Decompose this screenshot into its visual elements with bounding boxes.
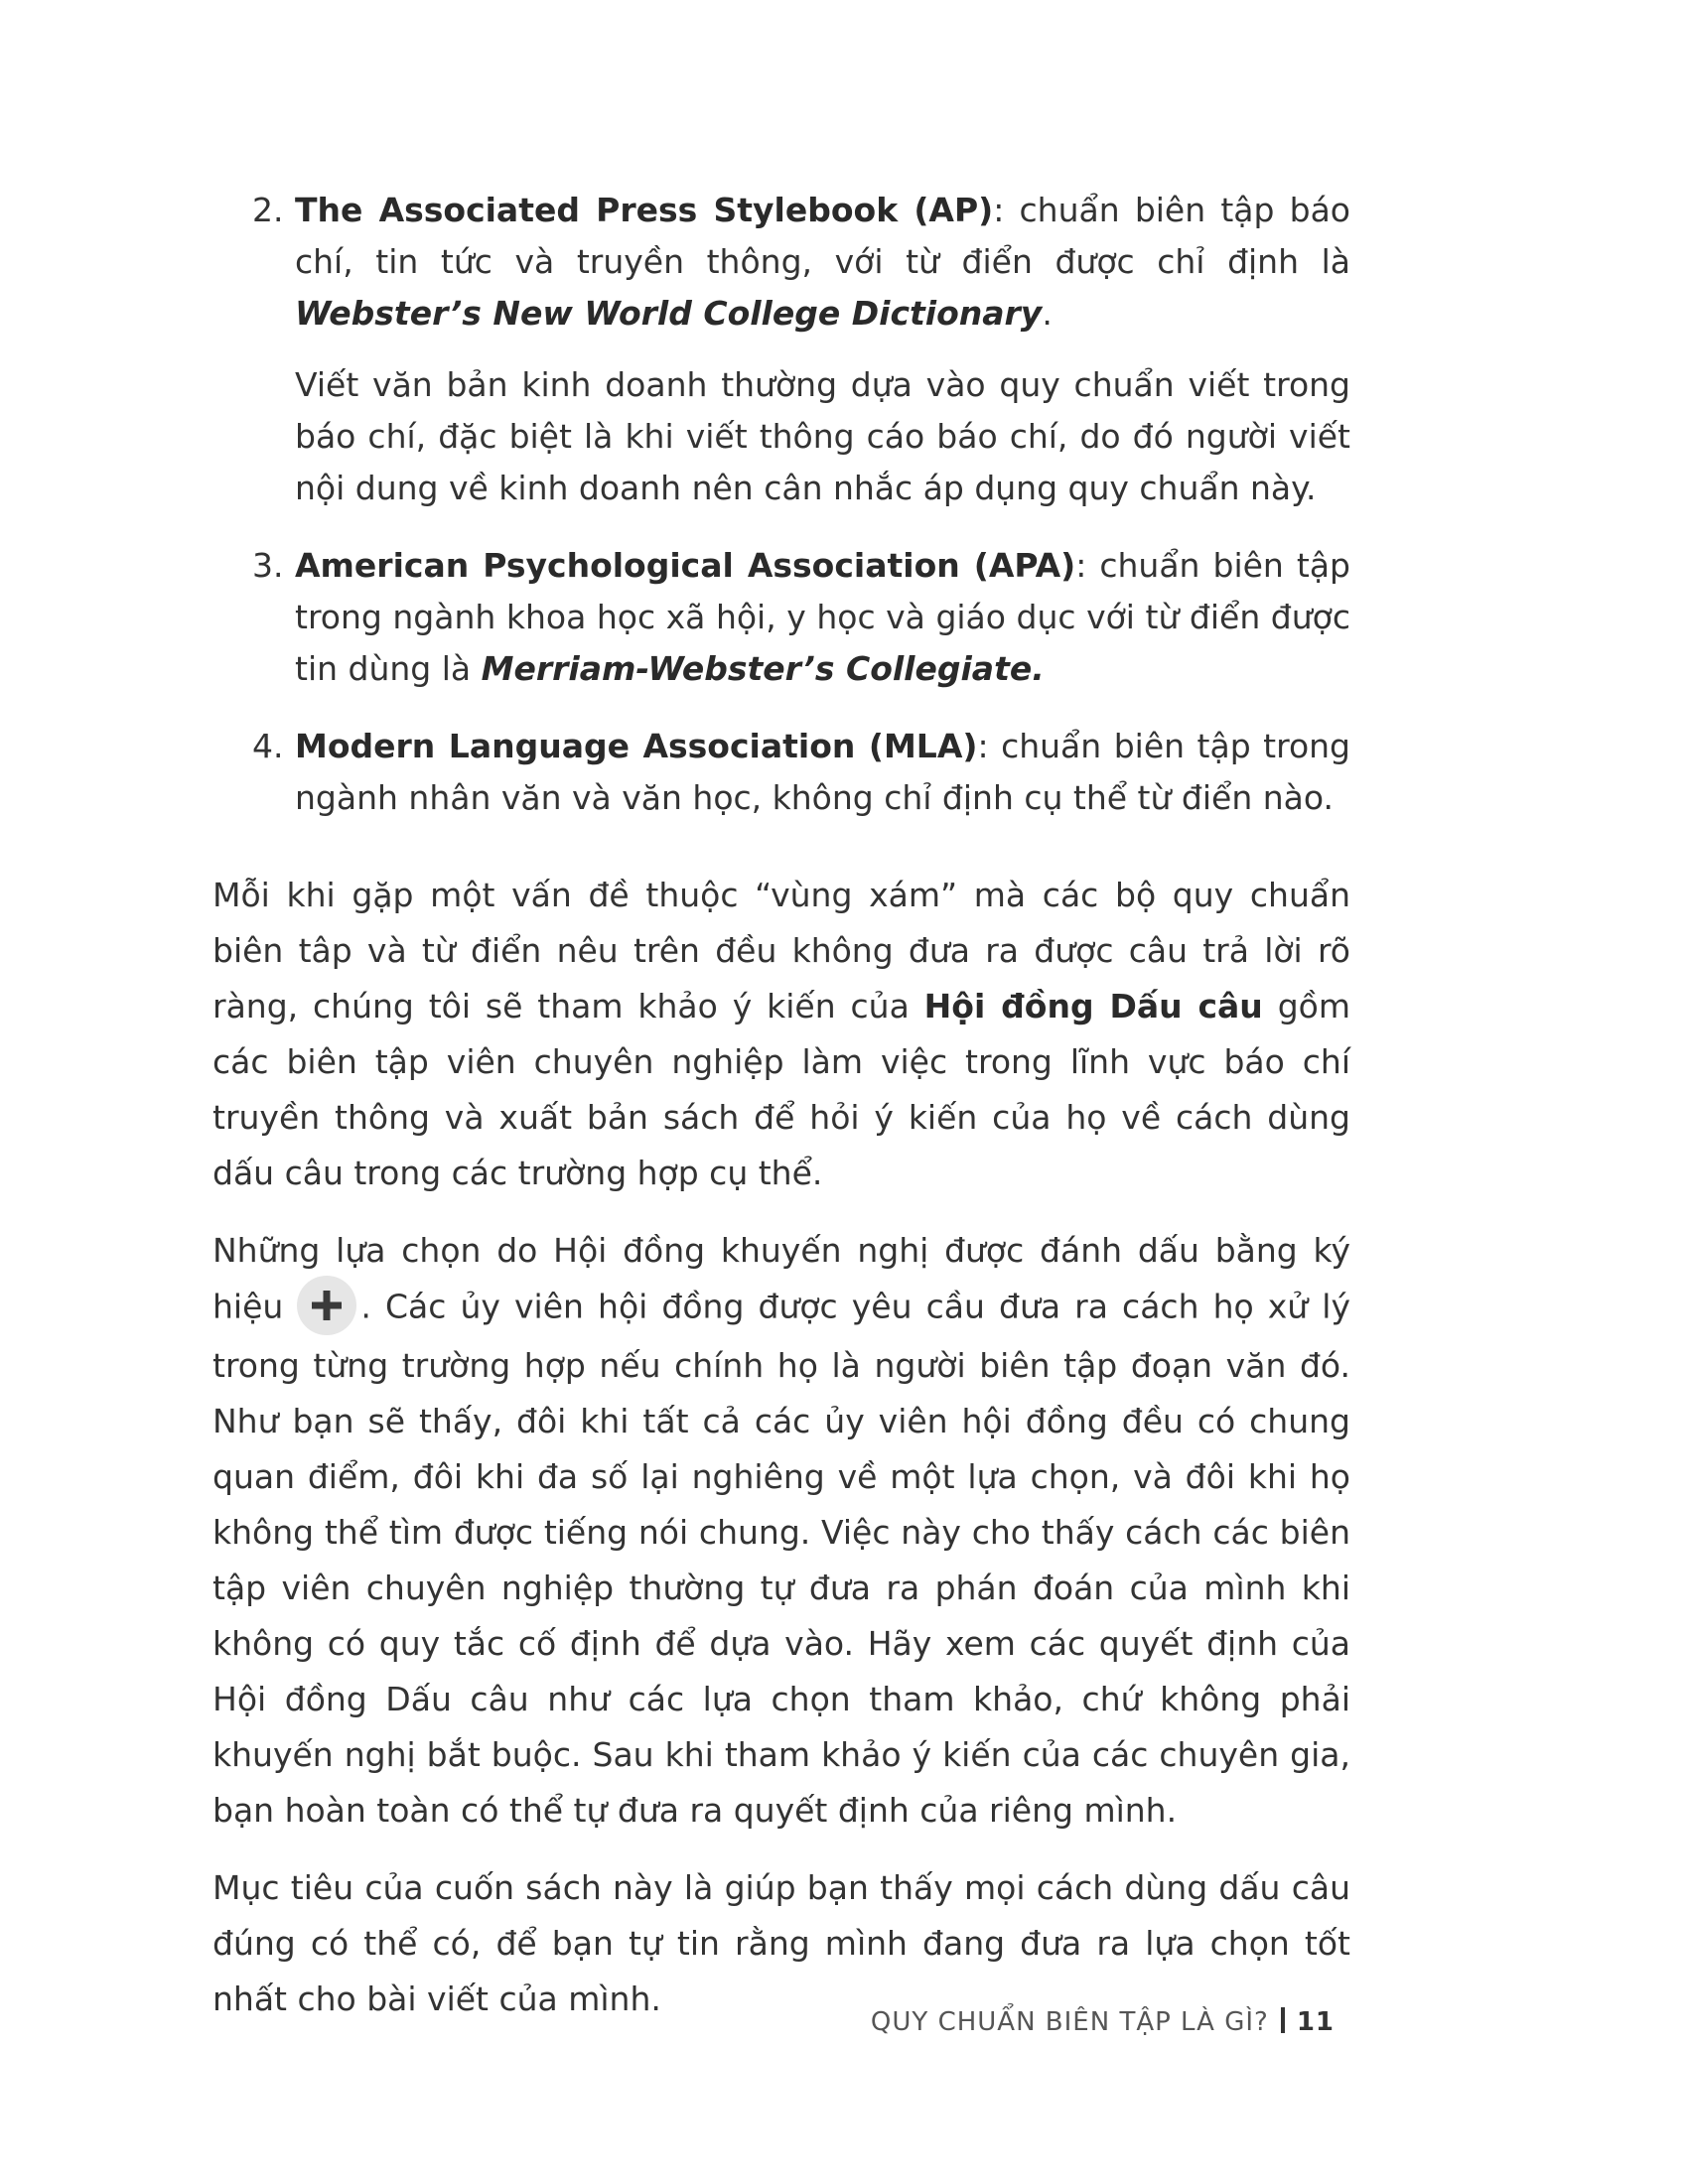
chapter-title: QUY CHUẨN BIÊN TẬP LÀ GÌ? bbox=[870, 2007, 1269, 2037]
list-item-text bbox=[295, 540, 1350, 695]
page-number: 11 bbox=[1296, 2007, 1335, 2037]
paragraph-punctuation-council bbox=[212, 868, 1350, 1201]
paragraph-book-goal: Mục tiêu của cuốn sách này là giúp bạn thấy mọi cách dùng dấu câu đúng có thể có, để bạn tự tin rằng mình đang đưa ra lựa chọn tốt nhất cho bài viết của mình. bbox=[212, 1868, 1350, 2018]
style-guide-name: Modern Language Association (MLA) bbox=[295, 727, 978, 765]
footer-divider bbox=[1281, 2007, 1285, 2033]
list-number: 4. bbox=[252, 727, 284, 765]
paragraph-text: . Các ủy viên hội đồng được yêu cầu đưa ra cách họ xử lý trong từng trường hợp nếu chính họ là người biên tập đoạn văn đó. Như bạn sẽ thấy, đôi khi tất cả các ủy viên hội đồng đều có chung quan điểm, đôi khi đa số lại nghiêng về một lựa chọn, và đôi khi họ không thể tìm được tiếng nói chung. Việc này cho thấy cách các biên tập viên chuyên nghiệp thường tự đưa ra phán đoán của mình khi không có quy tắc cố định để dựa vào. Hãy xem các quyết định của Hội đồng Dấu câu như các lựa chọn tham khảo, chứ không phải khuyến nghị bắt buộc. Sau khi tham khảo ý kiến của các chuyên gia, bạn hoàn toàn có thể tự đưa ra quyết định của riêng mình. bbox=[212, 1287, 1351, 1830]
style-guide-description: : chuẩn biên tập trong ngành nhân văn và văn học, không chỉ định cụ thể từ điển nào. bbox=[295, 727, 1350, 817]
paragraph-recommendations bbox=[212, 1223, 1350, 1839]
list-item-apa bbox=[212, 540, 1350, 695]
list-item-ap bbox=[212, 185, 1350, 514]
page-body bbox=[212, 185, 1350, 2027]
style-guide-description: : chuẩn biên tập trong ngành khoa học xã hội, y học và giáo dục với từ điển được tin dùng là bbox=[295, 546, 1350, 688]
list-number: 2. bbox=[252, 191, 284, 229]
style-guide-description: : chuẩn biên tập báo chí, tin tức và truyền thông, với từ điển được chỉ định là bbox=[295, 191, 1350, 281]
style-guide-list bbox=[212, 185, 1350, 824]
paragraph-text: Mỗi khi gặp một vấn đề thuộc “vùng xám” mà các bộ quy chuẩn biên tâp và từ điển nêu trên đều không đưa ra được câu trả lời rõ ràng, chúng tôi sẽ tham khảo ý kiến của bbox=[212, 876, 1350, 1025]
paragraph-text: Những lựa chọn do Hội đồng khuyến nghị được đánh dấu bằng ký hiệu bbox=[212, 1231, 1350, 1326]
style-guide-name: American Psychological Association (APA) bbox=[295, 546, 1076, 585]
style-guide-name: The Associated Press Stylebook (AP) bbox=[295, 191, 994, 229]
page-footer bbox=[871, 2007, 1335, 2037]
list-item-mla bbox=[212, 721, 1350, 824]
dictionary-name: Webster’s New World College Dictionary bbox=[295, 294, 1043, 333]
dictionary-name: Merriam-Webster’s Collegiate. bbox=[481, 649, 1045, 688]
council-name: Hội đồng Dấu câu bbox=[923, 987, 1263, 1025]
list-item-text bbox=[295, 721, 1350, 824]
list-item-note: Viết văn bản kinh doanh thường dựa vào quy chuẩn viết trong báo chí, đặc biệt là khi viết thông cáo báo chí, do đó người viết nội dung về kinh doanh nên cân nhắc áp dụng quy chuẩn này. bbox=[295, 365, 1350, 507]
list-item-text bbox=[295, 185, 1350, 340]
list-number: 3. bbox=[252, 546, 284, 585]
paragraph-text: gồm các biên tập viên chuyên nghiệp làm việc trong lĩnh vực báo chí truyền thông và xuất bản sách để hỏi ý kiến của họ về cách dùng dấu câu trong các trường hợp cụ thể. bbox=[212, 987, 1350, 1192]
sentence-end: . bbox=[1042, 294, 1053, 333]
plus-icon bbox=[297, 1276, 356, 1335]
